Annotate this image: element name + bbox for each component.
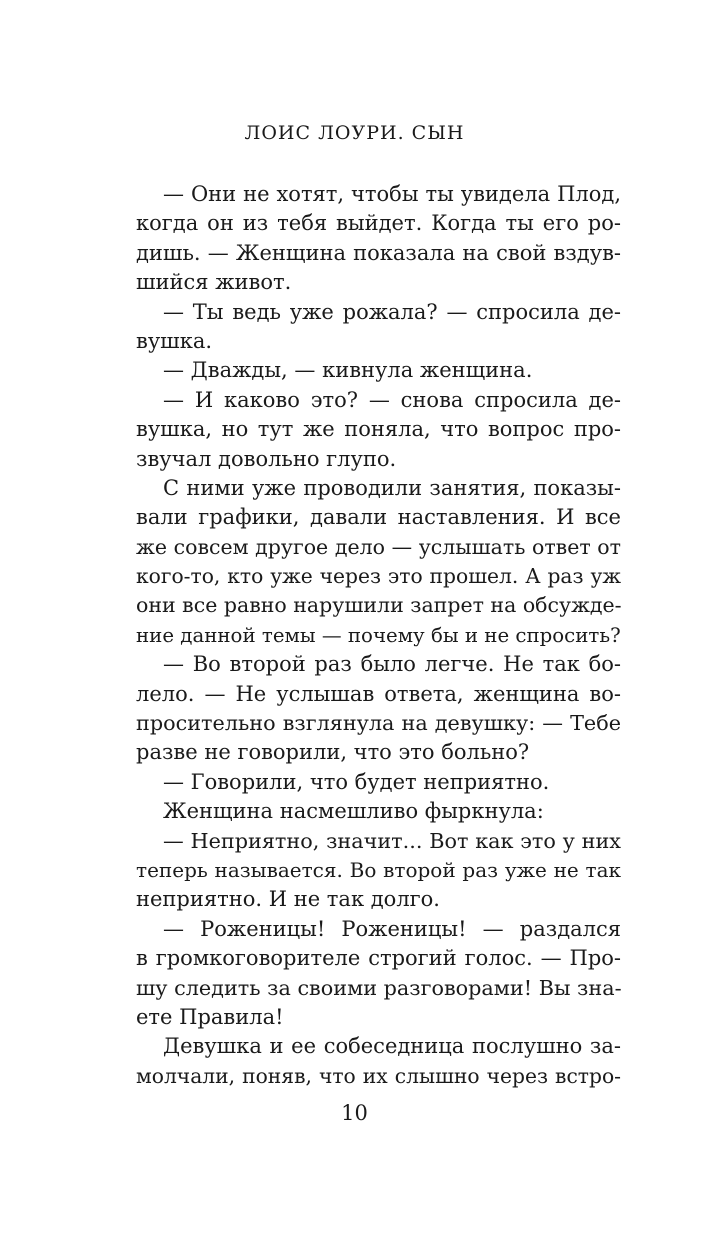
text-line: они все равно нарушили запрет на обсужде-: [136, 593, 622, 618]
text-line: лело. — Не услышав ответа, женщина во-: [136, 681, 621, 706]
text-line: неприятно. И не так долго.: [136, 887, 440, 912]
text-line: — Говорили, что будет неприятно.: [163, 769, 550, 794]
text-line: — И каково это? — снова спросила де-: [163, 387, 621, 412]
text-line: — Дважды, — кивнула женщина.: [163, 358, 533, 383]
text-line: — Они не хотят, чтобы ты увидела Плод,: [163, 182, 621, 206]
text-line: ете Правила!: [136, 1004, 284, 1029]
text-line: разве не говорили, что это больно?: [136, 740, 530, 765]
text-line: теперь называется. Во второй раз уже не так: [136, 857, 621, 882]
text-line: ние данной темы — почему бы и не спросить?: [136, 623, 621, 647]
text-line: дишь. — Женщина показала на свой вздув-: [136, 240, 621, 265]
text-line: Женщина насмешливо фыркнула:: [163, 799, 544, 824]
text-line: Девушка и ее собеседница послушно за-: [163, 1034, 621, 1059]
text-line: вали графики, давали наставления. И все: [136, 505, 621, 530]
text-line: вушка.: [136, 328, 213, 353]
body-text: [136, 180, 621, 1091]
running-header: ЛОИС ЛОУРИ. СЫН: [244, 122, 465, 144]
text-line: — Во второй раз было легче. Не так бо-: [163, 652, 621, 677]
text-line: — Роженицы! Роженицы! — раздался: [163, 916, 621, 941]
page-number: 10: [341, 1101, 368, 1125]
text-line: вушка, но тут же поняла, что вопрос про-: [136, 417, 621, 442]
text-line: в громкоговорителе строгий голос. — Про-: [136, 946, 621, 971]
text-line: С ними уже проводили занятия, показы-: [163, 475, 621, 500]
text-line: когда он из тебя выйдет. Когда ты его ро-: [136, 211, 621, 236]
text-line: шийся живот.: [136, 270, 292, 295]
text-line: просительно взглянула на девушку: — Тебе: [136, 711, 621, 736]
text-line: — Ты ведь уже рожала? — спросила де-: [163, 299, 621, 324]
text-line: кого-то, кто уже через это прошел. А раз уж: [136, 564, 621, 589]
text-line: же совсем другое дело — услышать ответ от: [136, 534, 621, 559]
text-line: — Неприятно, значит... Вот как это у них: [163, 828, 621, 853]
text-line: молчали, поняв, что их слышно через встро-: [136, 1063, 621, 1088]
text-line: шу следить за своими разговорами! Вы зна-: [136, 975, 622, 1000]
text-line: звучал довольно глупо.: [136, 446, 397, 471]
